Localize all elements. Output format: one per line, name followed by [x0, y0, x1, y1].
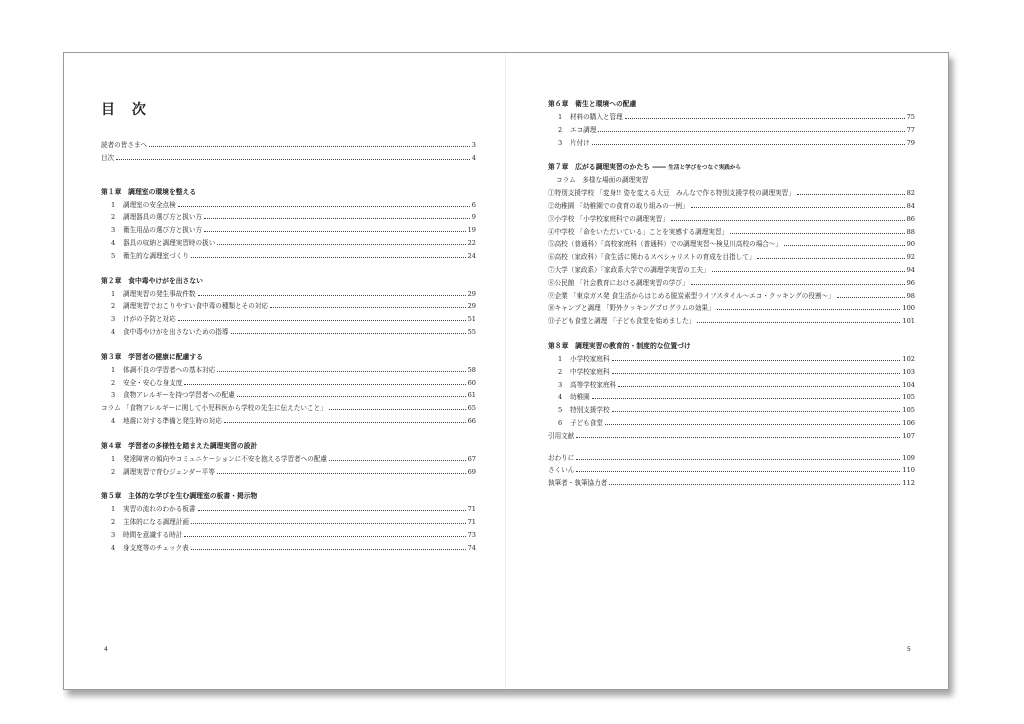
entry-number: 3	[558, 138, 563, 147]
entry-number: 1	[111, 365, 116, 374]
entry-title: ③小学校 「小学校家庭科での調理実習」	[548, 214, 669, 223]
toc-left	[101, 139, 476, 555]
toc-entry[interactable]	[548, 213, 915, 226]
page-title: 目 次	[101, 102, 152, 118]
entry-title: 調理実習の発生事故件数	[123, 289, 196, 298]
entry-number: 2	[558, 367, 563, 376]
entry-title: 器具の収納と調理実習時の扱い	[123, 238, 216, 247]
leader-dots	[625, 118, 905, 119]
entry-title: 発達障害の傾向やコミュニケーションに不安を抱える学習者への配慮	[123, 454, 328, 463]
entry-number: 2	[111, 378, 116, 387]
toc-entry[interactable]	[548, 452, 915, 465]
leader-dots	[717, 309, 901, 310]
leader-dots	[184, 536, 465, 537]
entry-page: 71	[467, 518, 476, 527]
chapter-title: 第６章 衛生と環境への配慮	[548, 100, 637, 108]
toc-entry[interactable]	[101, 224, 476, 237]
leader-dots	[837, 297, 905, 298]
entry-title: ②幼稚園 「幼稚園での食育の取り組みの一例」	[548, 201, 689, 210]
leader-dots	[178, 320, 466, 321]
entry-number: 2	[558, 125, 563, 134]
entry-number: 1	[558, 113, 563, 121]
leader-dots	[270, 307, 466, 308]
leader-dots	[576, 471, 900, 472]
entry-page: 67	[467, 454, 476, 463]
entry-page: 24	[467, 251, 476, 260]
entry-title: 小学校家庭科	[570, 354, 610, 363]
leader-dots	[217, 371, 465, 372]
entry-page: 29	[467, 289, 476, 298]
entry-number: 5	[558, 406, 563, 415]
entry-page: 6	[471, 200, 476, 209]
entry-number: 4	[111, 416, 116, 425]
leader-dots	[712, 271, 905, 272]
toc-entry[interactable]	[101, 453, 476, 466]
leader-dots	[191, 523, 466, 524]
leader-dots	[191, 549, 466, 550]
spacer	[101, 263, 476, 275]
leader-dots	[592, 398, 901, 399]
entry-page: 22	[467, 238, 476, 247]
leader-dots	[204, 231, 465, 232]
spacer	[548, 328, 915, 340]
entry-title: けがの予防と対応	[123, 315, 176, 324]
entry-title: 執筆者・執筆協力者	[548, 479, 608, 488]
entry-page: 109	[902, 453, 915, 462]
entry-number: 3	[111, 315, 116, 324]
leader-dots	[184, 384, 465, 385]
leader-dots	[204, 218, 470, 219]
entry-page: 103	[902, 367, 915, 376]
toc-entry[interactable]	[548, 251, 915, 264]
entry-page: 101	[902, 317, 915, 326]
toc-entry[interactable]	[101, 415, 476, 428]
page-number-left: 4	[104, 646, 108, 653]
right-page	[506, 53, 948, 689]
leader-dots	[612, 373, 901, 374]
leader-dots	[757, 258, 904, 259]
entry-number: 1	[111, 505, 116, 514]
entry-page: 84	[906, 201, 915, 210]
spacer	[101, 478, 476, 490]
spacer	[101, 428, 476, 440]
entry-title: 実習の流れのわかる板書	[123, 505, 196, 514]
toc-entry[interactable]	[548, 302, 915, 315]
entry-title: ④中学校 「命をいただいている」ことを実感する調理実習」	[548, 227, 729, 236]
leader-dots	[116, 159, 470, 160]
chapter-title: 第８章 調理実習の教育的・制度的な位置づけ	[548, 341, 691, 350]
entry-page: 96	[906, 278, 915, 287]
entry-number: 4	[558, 393, 563, 402]
entry-title: 調理実習でおこりやすい食中毒の種類とその対応	[123, 302, 269, 311]
entry-title: 安全・安心な身支度	[123, 378, 183, 387]
chapter-heading	[101, 275, 476, 288]
entry-title: 読者の皆さまへ	[101, 141, 148, 149]
entry-page: 51	[467, 315, 476, 324]
entry-title: 幼稚園	[570, 393, 590, 402]
entry-title: 調理実習で育むジェンダー平等	[123, 467, 215, 476]
entry-page: 19	[467, 226, 476, 235]
toc-entry[interactable]	[548, 464, 915, 477]
entry-number: 2	[111, 518, 116, 527]
leader-dots	[198, 510, 466, 511]
leader-dots	[618, 386, 900, 387]
toc-entry[interactable]	[101, 250, 476, 263]
toc-entry[interactable]	[548, 477, 915, 490]
leader-dots	[592, 144, 905, 145]
leader-dots	[797, 194, 905, 195]
chapter-subtitle: 生活と学びをつなぐ実践から	[668, 165, 742, 172]
left-page	[64, 53, 506, 689]
leader-dots	[217, 473, 466, 474]
leader-dots	[576, 437, 900, 438]
toc-entry[interactable]	[548, 111, 915, 124]
entry-page: 71	[467, 505, 476, 514]
entry-number: 4	[111, 543, 116, 552]
leader-dots	[784, 245, 905, 246]
toc-entry[interactable]	[101, 139, 476, 152]
entry-title: 片付け	[570, 138, 590, 147]
entry-title: 子ども食堂	[570, 418, 603, 427]
toc-right	[548, 98, 915, 490]
entry-page: 90	[906, 240, 915, 249]
toc-entry[interactable]	[548, 277, 915, 290]
chapter-heading	[101, 186, 476, 199]
entry-page: 104	[902, 380, 915, 389]
entry-page: 66	[467, 416, 476, 425]
leader-dots	[697, 322, 900, 323]
entry-title: 高等学校家庭科	[570, 380, 617, 389]
chapter-heading	[101, 351, 476, 364]
entry-number: 4	[111, 238, 116, 247]
entry-page: 60	[467, 378, 476, 387]
toc-entry[interactable]	[548, 137, 915, 150]
toc-entry[interactable]	[548, 379, 915, 392]
entry-number: 2	[111, 213, 116, 222]
entry-page: 4	[471, 153, 476, 162]
entry-page: 98	[906, 291, 915, 300]
entry-page: 58	[467, 365, 476, 374]
toc-entry[interactable]	[548, 417, 915, 430]
entry-number: 3	[558, 380, 563, 389]
entry-title: エコ調理	[570, 125, 597, 134]
leader-dots	[612, 360, 901, 361]
chapter-heading	[548, 161, 915, 174]
leader-dots	[671, 220, 905, 221]
leader-dots	[576, 459, 900, 460]
entry-number: 2	[111, 467, 116, 476]
toc-entry[interactable]	[101, 300, 476, 313]
entry-page: 3	[471, 141, 476, 149]
entry-title: ⑨企業 「東京ガス発 食生活からはじめる脱炭素型ライフスタイル～エコ・クッキングの役割～」	[548, 291, 835, 300]
leader-dots	[224, 422, 466, 423]
toc-entry[interactable]	[101, 326, 476, 339]
entry-title: 調理器具の選び方と扱い方	[123, 213, 203, 222]
entry-title: おわりに	[548, 453, 575, 462]
chapter-title: 第３章 学習者の健康に配慮する	[101, 352, 203, 361]
entry-title: コラム 「食物アレルギーに関して小児科医から学校の先生に伝えたいこと」	[101, 404, 327, 413]
entry-title: 地震に対する準備と発生時の対応	[123, 416, 222, 425]
leader-dots	[691, 284, 905, 285]
chapter-title: 第４章 学習者の多様性を踏まえた調理実習の設計	[101, 441, 258, 450]
entry-title: 材料の購入と管理	[570, 113, 623, 121]
leader-dots	[598, 131, 904, 132]
leader-dots	[329, 409, 466, 410]
toc-entry[interactable]	[101, 503, 476, 516]
leader-dots	[612, 411, 901, 412]
chapter-title: 第２章 食中毒やけがを出さない	[101, 276, 203, 285]
entry-title: ⑩キャンプと調理 「野外クッキングプログラムの効果」	[548, 304, 715, 313]
toc-entry[interactable]	[101, 377, 476, 390]
entry-number: 6	[558, 418, 563, 427]
entry-title: ⑥高校（家政科）「食生活に関わるスペシャリストの育成を目指して」	[548, 253, 756, 262]
toc-entry[interactable]	[101, 402, 476, 415]
toc-entry[interactable]	[548, 366, 915, 379]
leader-dots	[191, 257, 466, 258]
toc-entry[interactable]	[548, 238, 915, 251]
entry-title: ⑤高校（普通科）「高校家庭科（普通科）での調理実習～検見川高校の場合～」	[548, 240, 783, 249]
entry-page: 102	[902, 354, 915, 363]
spacer	[101, 165, 476, 174]
entry-page: 61	[467, 391, 476, 400]
entry-page: 94	[906, 265, 915, 274]
chapter-heading	[101, 440, 476, 453]
entry-title: 引用文献	[548, 431, 575, 440]
entry-title: 衛生用品の選び方と扱い方	[123, 226, 203, 235]
page-number-right: 5	[907, 646, 911, 653]
entry-title: 体調不良の学習者への基本対応	[123, 365, 216, 374]
entry-number: 3	[111, 226, 116, 235]
toc-entry[interactable]	[101, 313, 476, 326]
chapter-heading	[548, 98, 915, 111]
entry-title: 主体的になる調理計画	[123, 518, 189, 527]
entry-title: 特別支援学校	[570, 406, 610, 415]
toc-entry[interactable]	[548, 315, 915, 328]
toc-entry[interactable]	[548, 404, 915, 417]
entry-number: 1	[111, 454, 116, 463]
leader-dots	[198, 295, 466, 296]
entry-title: 調理室の安全点検	[123, 200, 176, 209]
entry-title: 食物アレルギーを持つ学習者への配慮	[123, 391, 235, 400]
leader-dots	[691, 207, 905, 208]
spacer	[548, 149, 915, 161]
toc-entry[interactable]	[101, 199, 476, 212]
toc-entry[interactable]	[548, 353, 915, 366]
leader-dots	[217, 244, 465, 245]
entry-page: 75	[906, 113, 915, 121]
entry-page: 9	[471, 213, 476, 222]
toc-entry[interactable]	[101, 288, 476, 301]
entry-number: 2	[111, 302, 116, 311]
entry-page: 105	[902, 393, 915, 402]
toc-entry[interactable]	[548, 430, 915, 443]
leader-dots	[237, 396, 466, 397]
entry-number: 1	[111, 200, 116, 209]
chapter-title: 第７章 広がる調理実習のかたち ――	[548, 163, 669, 172]
entry-title: 中学校家庭科	[570, 367, 610, 376]
entry-title: さくいん	[548, 466, 575, 475]
entry-page: 112	[902, 479, 915, 488]
toc-entry[interactable]	[548, 124, 915, 137]
leader-dots	[178, 206, 470, 207]
entry-page: 29	[467, 302, 476, 311]
entry-number: 3	[111, 530, 116, 539]
entry-page: 107	[902, 431, 915, 440]
leader-dots	[730, 233, 904, 234]
entry-page: 92	[906, 253, 915, 262]
entry-title: ⑧公民館 「社会教育における調理実習の学び」	[548, 278, 689, 287]
leader-dots	[605, 424, 900, 425]
entry-page: 65	[467, 404, 476, 413]
entry-page: 100	[902, 304, 915, 313]
spacer	[548, 443, 915, 452]
toc-entry[interactable]	[548, 290, 915, 303]
entry-page: 86	[906, 214, 915, 223]
entry-title: 身支度等のチェック表	[123, 543, 189, 552]
spacer	[101, 339, 476, 351]
leader-dots	[149, 146, 470, 147]
chapter-title: 第５章 主体的な学びを生む調理室の板書・掲示物	[101, 492, 258, 501]
entry-number: 3	[111, 391, 116, 400]
entry-number: 4	[111, 327, 116, 336]
entry-page: 82	[906, 189, 915, 198]
toc-entry[interactable]	[101, 152, 476, 165]
chapter-heading	[548, 340, 915, 353]
entry-number: 1	[111, 289, 116, 298]
toc-entry[interactable]	[548, 391, 915, 404]
toc-entry[interactable]	[548, 187, 915, 200]
toc-entry[interactable]	[101, 389, 476, 402]
spacer	[101, 174, 476, 186]
entry-number: 1	[558, 354, 563, 363]
toc-entry[interactable]	[548, 226, 915, 239]
entry-page: 88	[906, 227, 915, 236]
entry-page: 110	[902, 466, 915, 475]
entry-page: 73	[467, 530, 476, 539]
entry-number: 5	[111, 251, 116, 260]
toc-entry[interactable]	[101, 237, 476, 250]
entry-title: ⑪子ども食堂と調理 「子ども食堂を始めました」	[548, 317, 696, 326]
toc-entry[interactable]	[548, 200, 915, 213]
toc-entry[interactable]	[101, 516, 476, 529]
chapter-title: 第１章 調理室の環境を整える	[101, 187, 197, 196]
toc-entry[interactable]	[101, 529, 476, 542]
entry-title: 目次	[101, 153, 115, 162]
toc-entry[interactable]	[548, 264, 915, 277]
entry-page: 105	[902, 406, 915, 415]
chapter-heading	[101, 490, 476, 503]
entry-title: ⑦大学（家政系）「家政系大学での調理学実習の工夫」	[548, 265, 710, 274]
entry-title: ①特別支援学校 「変身!! 姿を変える大豆 みんなで作る特別支援学校の調理実習」	[548, 189, 795, 198]
entry-title: 衛生的な調理室づくり	[123, 251, 189, 260]
toc-entry[interactable]	[101, 211, 476, 224]
entry-title: 食中毒やけがを出さないための指導	[123, 327, 229, 336]
leader-dots	[329, 460, 466, 461]
book-spread	[63, 52, 949, 690]
entry-title: 時間を意識する時計	[123, 530, 183, 539]
entry-page: 69	[467, 467, 476, 476]
toc-entry[interactable]	[101, 466, 476, 479]
entry-page: 79	[906, 138, 915, 147]
toc-entry[interactable]	[101, 542, 476, 555]
entry-page: 55	[467, 327, 476, 336]
entry-page: 77	[906, 125, 915, 134]
column-heading: コラム 多様な場面の調理実習	[556, 176, 649, 185]
leader-dots	[609, 484, 900, 485]
leader-dots	[231, 333, 466, 334]
entry-page: 74	[467, 543, 476, 552]
toc-entry[interactable]	[101, 364, 476, 377]
entry-page: 106	[902, 418, 915, 427]
